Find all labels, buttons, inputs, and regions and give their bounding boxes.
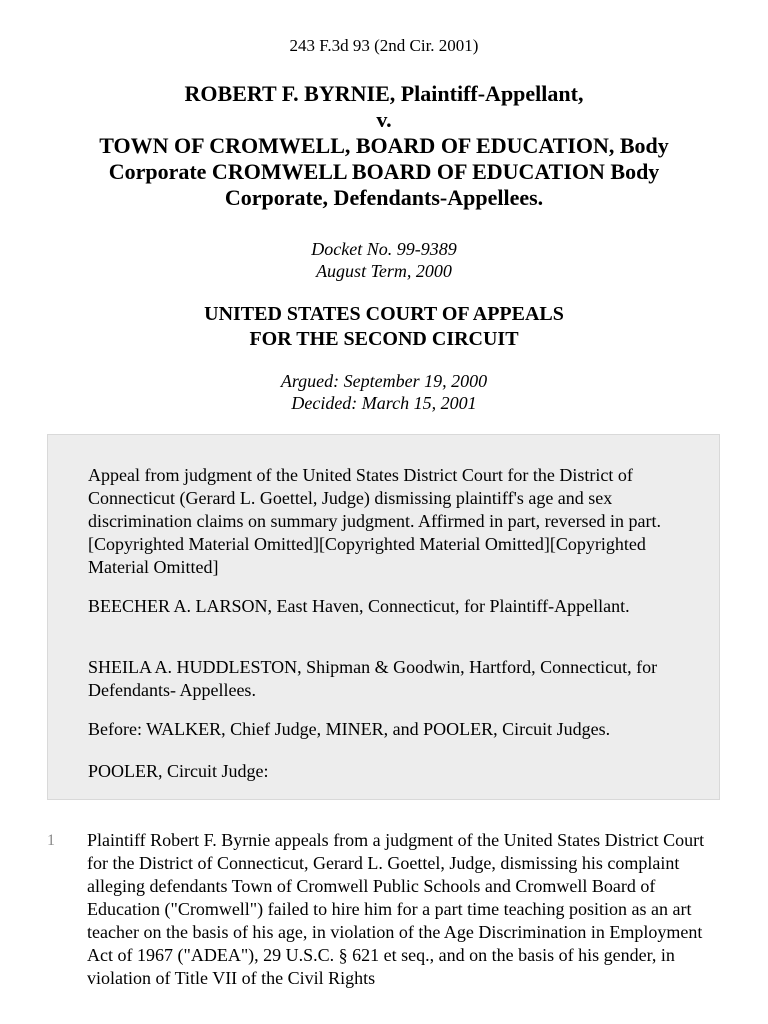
opinion-author: POOLER, Circuit Judge: xyxy=(88,761,269,781)
defendants-line-1: TOWN OF CROMWELL, BOARD OF EDUCATION, Body xyxy=(99,133,669,158)
counsel-defendants: SHEILA A. HUDDLESTON, Shipman & Goodwin, Hartford, Connecticut, for Defendants- Appellees. xyxy=(88,657,658,700)
case-caption xyxy=(50,81,718,211)
case-citation: 243 F.3d 93 (2nd Cir. 2001) xyxy=(289,36,479,55)
syllabus-box xyxy=(47,434,720,800)
paragraph-number: 1 xyxy=(47,832,55,849)
court-name-line-1: UNITED STATES COURT OF APPEALS xyxy=(204,303,564,325)
defendants-line-2: Corporate CROMWELL BOARD OF EDUCATION Body xyxy=(108,159,660,184)
defendants-line-3: Corporate, Defendants-Appellees. xyxy=(224,185,544,210)
counsel-plaintiff: BEECHER A. LARSON, East Haven, Connecticut, for Plaintiff-Appellant. xyxy=(88,596,630,616)
plaintiff-name: ROBERT F. BYRNIE, Plaintiff-Appellant, xyxy=(184,81,584,106)
docket-number: Docket No. 99-9389 xyxy=(311,239,457,259)
paragraph-text: Plaintiff Robert F. Byrnie appeals from a judgment of the United States District Court for the District of Connecticut, Gerard L. Goettel, Judge, dismissing his complaint alleging defendants Town of Cromwell Public Schools and Cromwell Board of Education ("Cromwell") failed to hire him for a part time teaching position as an art teacher on the basis of his age, in violation of the Age Discrimination in Employment Act of 1967 ("ADEA"), 29 U.S.C. § 621 et seq., and on the basis of his gender, in violation of Title VII of the Civil Rights xyxy=(87,830,705,988)
court-name xyxy=(0,302,768,352)
decided-date: Decided: March 15, 2001 xyxy=(291,393,477,413)
argued-date: Argued: September 19, 2000 xyxy=(280,371,488,391)
docket-info xyxy=(0,238,768,282)
versus-label: v. xyxy=(376,107,392,132)
case-dates xyxy=(0,370,768,414)
panel-judges: Before: WALKER, Chief Judge, MINER, and POOLER, Circuit Judges. xyxy=(88,719,611,739)
syllabus-summary: Appeal from judgment of the United States District Court for the District of Connecticut (Gerard L. Goettel, Judge) dismissing plaintiff's age and sex discrimination claims on summary judgment. Affirmed in part, reversed in part.[Copyrighted Material Omitted][Copyrighted Material Omitted][Copyrighted Material Omitted] xyxy=(88,465,662,577)
court-name-line-2: FOR THE SECOND CIRCUIT xyxy=(249,328,519,350)
docket-term: August Term, 2000 xyxy=(316,261,452,281)
